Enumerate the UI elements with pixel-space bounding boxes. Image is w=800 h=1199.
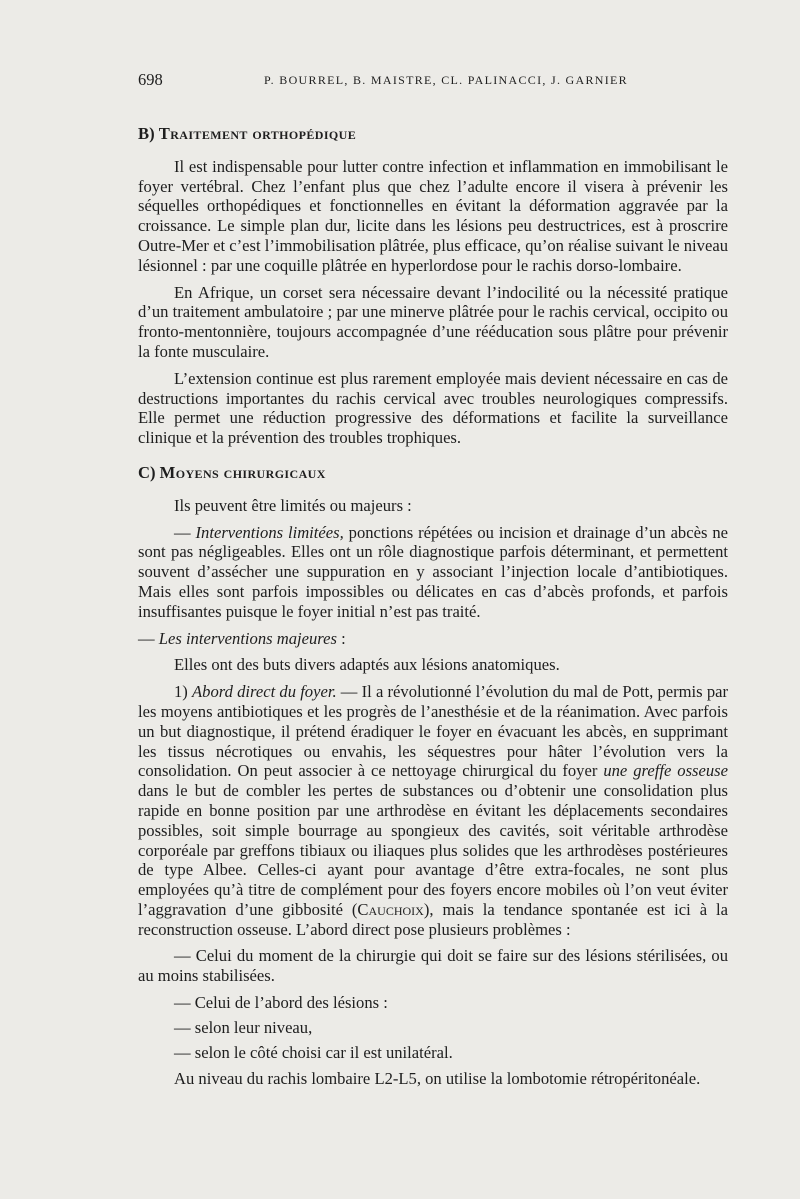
running-head: P. BOURREL, B. MAISTRE, CL. PALINACCI, J. GARNIER: [264, 73, 628, 87]
abord-text-1: — Il a révolutionné l’évolution du mal de Pott, permis par les moyens antibiotiques et les progrès de l’anesthésie et de la réanimation. Avec parfois un but diagnostique, il prétend éradiquer le foyer en évacuant les abcès, en supprimant les tissus nécrotiques ou envahis, les séquestres pour hâter l’évolution vers la consolidation. On peut associer à ce nettoyage chirurgical du foyer: [138, 682, 729, 781]
limited-interventions-text: ponctions répétées ou incision et drainage d’un abcès ne sont pas négligeables. Elles ont un rôle diagnostique parfois déterminant, et permettent souvent d’assécher une suppuration en y associant l’injection locale d’antibiotiques. Mais elles sont parfois impossibles ou délicates en cas d’abcès profonds, et parfois insuffisantes puisque le foyer initial n’est pas traité.: [138, 522, 728, 621]
closing-paragraph: Au niveau du rachis lombaire L2-L5, on utilise la lombotomie rétropéritonéale.: [174, 1069, 701, 1089]
section-b-paragraph: Il est indispensable pour lutter contre infection et inflammation en immobilisant le foyer vertébral. Chez l’enfant plus que chez l’adulte encore il visera à prévenir les séquelles orthopédiques et fonctionnelles en évitant la déformation aggravée par la croissance. Le simple plan dur, licite dans les lésions peu destructrices, est à proscrire Outre-Mer et c’est l’immobilisation plâtrée, plus efficace, qu’on réalise suivant le niveau lésionnel : par une coquille plâtrée en hyperlordose pour le rachis dorso-lombaire.: [138, 156, 728, 275]
abord-title: Abord direct du foyer.: [192, 682, 337, 702]
section-c-heading: [138, 463, 728, 483]
limited-dash: —: [174, 522, 191, 542]
page-body: [138, 124, 728, 1096]
section-c-label: C): [138, 462, 156, 482]
limited-interventions-paragraph: [138, 523, 728, 622]
major-dash: —: [138, 628, 155, 648]
section-b-heading: [138, 124, 728, 144]
abord-direct-paragraph: [138, 682, 728, 939]
section-b-paragraph: L’extension continue est plus rarement employée mais devient nécessaire en cas de destructions importantes du rachis cervical avec troubles neurologiques compressifs. Elle permet une réduction progressive des déformations et facilite la surveillance clinique et la prévention des troubles trophiques.: [138, 368, 728, 448]
major-interventions-title: Les interventions majeures: [158, 628, 337, 648]
limited-interventions-title: Interventions limitées,: [195, 522, 344, 542]
section-c-title: Moyens chirurgicaux: [159, 462, 326, 482]
problem-item: — selon le côté choisi car il est unilatéral.: [174, 1042, 453, 1062]
abord-text-2: dans le but de combler les pertes de substances ou d’obtenir une consolidation plus rapide en bonne position par une arthrodèse en évitant les déplacements secondaires possibles, soit simple bourrage au spongieux des cavités, soit véritable arthrodèse corporéale par greffons tibiaux ou iliaques plus solides que les arthrodèses postérieures de type Albee. Celles-ci ayant pour avantage d’être extra-focales, ne sont plus employées qu’à titre de complément pour des foyers encore mobiles où l’on veut éviter l’aggravation d’une gibbosité (: [138, 781, 728, 919]
major-interventions-colon: :: [336, 628, 346, 648]
problem-item: — Celui du moment de la chirurgie qui doit se faire sur des lésions stérilisées, ou au moins stabilisées.: [138, 946, 728, 986]
page-number: 698: [138, 70, 163, 89]
section-b-label: B): [138, 124, 155, 143]
major-interventions-heading: [138, 629, 728, 649]
page-header: [138, 70, 728, 92]
problem-item: — selon leur niveau,: [174, 1017, 313, 1037]
abord-number: 1): [174, 682, 188, 702]
abord-text-3: ), mais la tendance spontanée est ici à la reconstruction osseuse. L’abord direct pose plusieurs problèmes :: [138, 899, 728, 939]
author-cauchoix: Cauchoix: [357, 899, 424, 919]
major-interventions-intro: Elles ont des buts divers adaptés aux lésions anatomiques.: [174, 655, 560, 675]
problem-item: — Celui de l’abord des lésions :: [174, 993, 388, 1013]
section-b-paragraph: En Afrique, un corset sera nécessaire devant l’indocilité ou la nécessité pratique d’un traitement ambulatoire ; par une minerve plâtrée pour le rachis cervical, occipito ou fronto-mentonnière, toujours accompagnée d’une rééducation sous plâtre pour prévenir la fonte musculaire.: [138, 282, 728, 361]
graft-term: une greffe osseuse: [603, 761, 728, 781]
section-b-title: Traitement orthopédique: [158, 124, 357, 143]
section-c-intro: Ils peuvent être limités ou majeurs :: [174, 495, 412, 515]
